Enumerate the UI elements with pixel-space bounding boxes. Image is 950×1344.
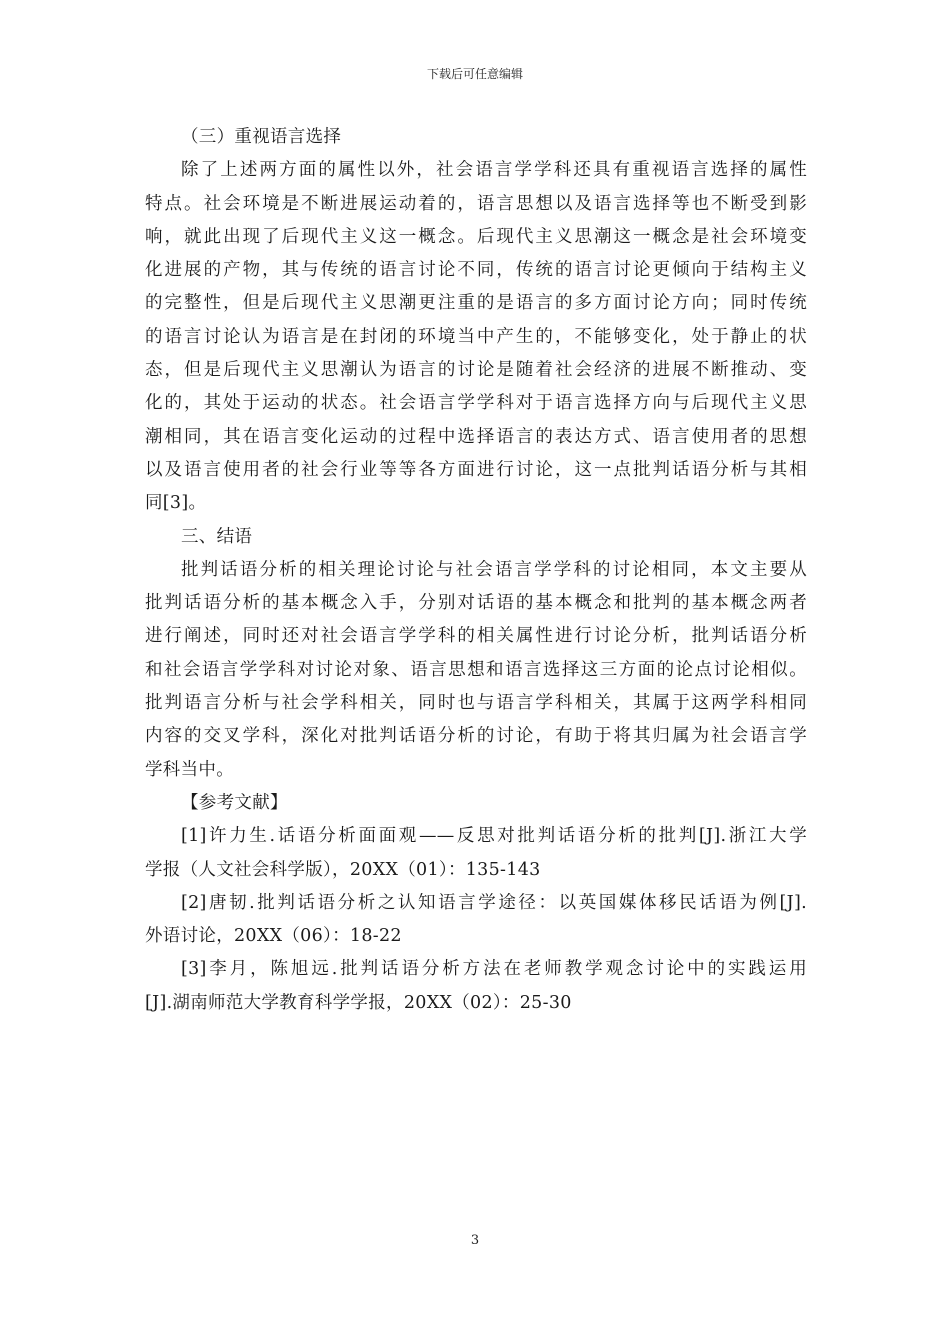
- paragraph-line: 除了上述两方面的属性以外，社会语言学学科还具有重视语言选择的属性: [181, 160, 807, 181]
- paragraph-line: 批判话语分析的基本概念入手，分别对话语的基本概念和批判的基本概念两者: [145, 593, 807, 614]
- paragraph-line: 化的，其处于运动的状态。社会语言学学科对于语言选择方向与后现代主义思: [145, 393, 807, 414]
- page-header: 下载后可任意编辑: [426, 67, 523, 81]
- section-heading-conclusion: 三、结语: [181, 526, 253, 547]
- references-heading: 【参考文献】: [181, 792, 288, 813]
- paragraph-line: 学科当中。: [145, 759, 234, 780]
- paragraph-line: 和社会语言学学科对讨论对象、语言思想和语言选择这三方面的论点讨论相似。: [145, 659, 807, 680]
- paragraph-line: 特点。社会环境是不断进展运动着的，语言思想以及语言选择等也不断受到影: [145, 193, 807, 214]
- paragraph-line: 内容的交叉学科，深化对批判话语分析的讨论，有助于将其归属为社会语言学: [145, 726, 807, 747]
- paragraph-line: 化进展的产物，其与传统的语言讨论不同，传统的语言讨论更倾向于结构主义: [145, 260, 807, 281]
- page-number: 3: [470, 1233, 480, 1248]
- paragraph-line: 潮相同，其在语言变化运动的过程中选择语言的表达方式、语言使用者的思想: [145, 426, 807, 447]
- paragraph-line: 态，但是后现代主义思潮认为语言的讨论是随着社会经济的进展不断推动、变: [145, 360, 807, 381]
- reference-item-1-line-2: 学报（人文社会科学版），20XX（01）：135-143: [145, 859, 541, 880]
- paragraph-line: 以及语言使用者的社会行业等等各方面进行讨论，这一点批判话语分析与其相: [145, 459, 807, 480]
- paragraph-line: 进行阐述，同时还对社会语言学学科的相关属性进行讨论分析，批判话语分析: [145, 626, 807, 647]
- paragraph-line: 批判话语分析的相关理论讨论与社会语言学学科的讨论相同，本文主要从: [181, 559, 807, 580]
- reference-item-2-line-1: [2]唐韧.批判话语分析之认知语言学途径：以英国媒体移民话语为例[J].: [181, 892, 807, 913]
- paragraph-line: 的语言讨论认为语言是在封闭的环境当中产生的，不能够变化，处于静止的状: [145, 326, 807, 347]
- paragraph-line: 批判语言分析与社会学科相关，同时也与语言学科相关，其属于这两学科相同: [145, 693, 807, 714]
- document-body: [145, 121, 807, 1020]
- paragraph-line: 响，就此出现了后现代主义这一概念。后现代主义思潮这一概念是社会环境变: [145, 226, 807, 247]
- paragraph-line: 同[3]。: [145, 493, 207, 514]
- paragraph-line: 的完整性，但是后现代主义思潮更注重的是语言的多方面讨论方向；同时传统: [145, 293, 807, 314]
- reference-item-2-line-2: 外语讨论，20XX（06）：18-22: [145, 926, 402, 947]
- reference-item-3-line-2: [J].湖南师范大学教育科学学报，20XX（02）：25-30: [145, 992, 572, 1013]
- reference-item-3-line-1: [3]李月，陈旭远.批判话语分析方法在老师教学观念讨论中的实践运用: [181, 959, 807, 980]
- reference-item-1-line-1: [1]许力生.话语分析面面观——反思对批判话语分析的批判[J].浙江大学: [181, 826, 807, 847]
- section-heading-language-choice: （三）重视语言选择: [181, 127, 342, 147]
